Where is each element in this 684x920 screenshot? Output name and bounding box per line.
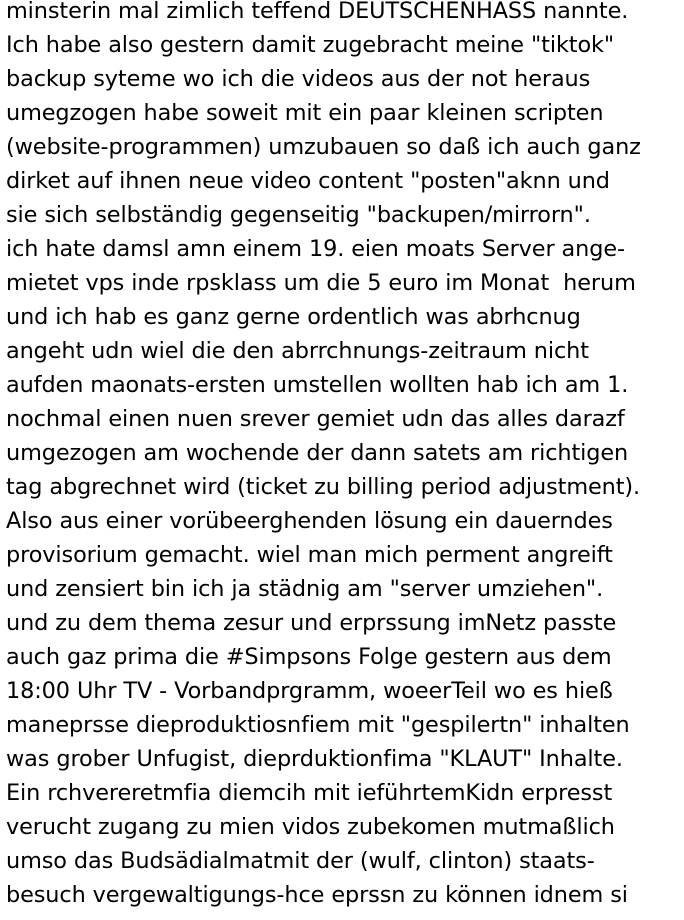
text-line: besuch vergewaltigungs-hce eprssn zu können idnem si [6,882,628,908]
text-line: und ich hab es ganz gerne ordentlich was abrhcnug [6,304,581,330]
text-line: umegzogen habe soweit mit ein paar kleinen scripten [6,100,604,126]
text-line: sie sich selbständig gegenseitig "backupen/mirrorn". [6,202,591,228]
text-line: auch gaz prima die #Simpsons Folge gestern aus dem [6,644,612,670]
text-line: umgezogen am wochende der dann satets am richtigen [6,440,629,466]
text-line: und zu dem thema zesur und erprssung imNetz passte [6,610,617,636]
text-line: dirket auf ihnen neue video content "posten"aknn und [6,168,610,194]
text-line: aufden maonats-ersten umstellen wollten hab ich am 1. [6,372,629,398]
text-line: tag abgrechnet wird (ticket zu billing period adjustment). [6,474,641,500]
document-body [6,0,682,912]
text-line: (website-programmen) umzubauen so daß ich auch ganz [6,134,641,160]
text-line: maneprsse dieproduktiosnfiem mit "gespilertn" inhalten [6,712,630,738]
text-line: provisorium gemacht. wiel man mich perment angreift [6,542,613,568]
text-line: ich hate damsl amn einem 19. eien moats Server ange- [6,236,625,262]
text-line: verucht zugang zu mien vidos zubekomen mutmaßlich [6,814,615,840]
text-line: mietet vps inde rpsklass um die 5 euro im Monat herum [6,270,636,296]
text-line: umso das Budsädialmatmit der (wulf, clinton) staats- [6,848,595,874]
text-line: nochmal einen nuen srever gemiet udn das alles darazf [6,406,625,432]
text-line: 18:00 Uhr TV - Vorbandprgramm, woeerTeil wo es hieß [6,678,613,704]
text-line: angeht udn wiel die den abrrchnungs-zeitraum nicht [6,338,589,364]
text-line: Ich habe also gestern damit zugebracht meine "tiktok" [6,32,615,58]
text-line: backup syteme wo ich die videos aus der not heraus [6,66,591,92]
text-line: und zensiert bin ich ja städnig am "server umziehen". [6,576,604,602]
text-line: was grober Unfugist, dieprduktionfima "KLAUT" Inhalte. [6,746,623,772]
text-line: minsterin mal zimlich teffend DEUTSCHENHASS nannte. [6,0,629,24]
text-line: Ein rchvereretmfia diemcih mit ieführtemKidn erpresst [6,780,613,806]
text-line: Also aus einer vorübeerghenden lösung ein dauerndes [6,508,613,534]
